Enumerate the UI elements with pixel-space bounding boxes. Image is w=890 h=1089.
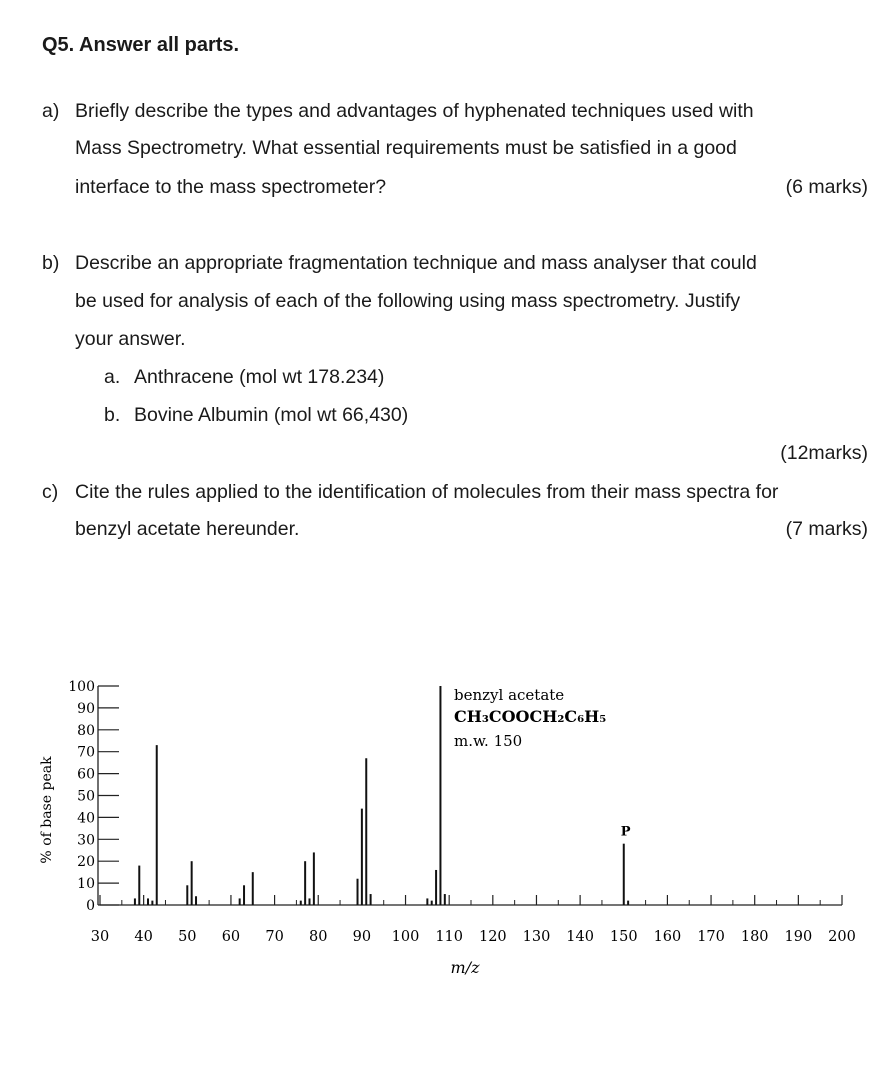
y-tick-label: 80 [77, 722, 95, 739]
part-b-item-a-text: Anthracene (mol wt 178.234) [134, 366, 385, 388]
x-tick-label: 170 [697, 929, 725, 945]
part-b-line-1: Describe an appropriate fragmentation technique and mass analyser that could [75, 252, 757, 274]
y-axis [68, 679, 119, 914]
parent-peak-label: P [620, 824, 631, 840]
y-tick-label: 50 [77, 788, 95, 805]
x-tick-label: 40 [134, 929, 153, 945]
x-tick-label: 110 [435, 929, 464, 945]
part-b-line-2: be used for analysis of each of the following using mass spectrometry. Justify [75, 290, 741, 312]
chart-title-line-3: m.w. 150 [454, 732, 523, 750]
part-a-line-3: interface to the mass spectrometer? [75, 176, 387, 198]
x-tick-label: 140 [566, 929, 594, 945]
chart-title-line-1: benzyl acetate [454, 686, 565, 704]
x-tick-label: 90 [352, 929, 372, 945]
part-c-marks: (7 marks) [785, 518, 868, 540]
x-tick-label: 100 [391, 929, 420, 945]
part-b-marks: (12marks) [780, 442, 868, 464]
y-tick-label: 30 [77, 832, 95, 849]
part-a-marks: (6 marks) [785, 176, 868, 198]
y-tick-label: 90 [77, 700, 95, 717]
x-axis [91, 895, 856, 945]
x-tick-label: 130 [522, 929, 551, 945]
y-axis-label: % of base peak [39, 756, 55, 864]
part-c-line-2: benzyl acetate hereunder. [75, 518, 300, 540]
x-tick-label: 200 [828, 929, 856, 945]
part-b-line-3: your answer. [75, 328, 186, 350]
x-tick-label: 160 [653, 929, 682, 945]
part-c-letter: c) [42, 481, 59, 503]
part-b-item-b-text: Bovine Albumin (mol wt 66,430) [134, 404, 409, 426]
mass-spectrum-chart [0, 660, 890, 990]
x-tick-label: 190 [784, 929, 813, 945]
x-tick-label: 150 [609, 929, 638, 945]
part-b-item-b-label: b. [104, 404, 121, 426]
x-tick-label: 50 [178, 929, 197, 945]
y-tick-label: 10 [77, 876, 95, 893]
x-tick-label: 60 [221, 929, 241, 945]
x-tick-label: 30 [90, 929, 110, 945]
part-b-item-a-label: a. [104, 366, 121, 388]
x-tick-label: 180 [740, 929, 769, 945]
x-tick-label: 120 [478, 929, 507, 945]
y-tick-label: 20 [77, 854, 95, 871]
part-b-letter: b) [42, 252, 60, 274]
part-a-line-1: Briefly describe the types and advantages of hyphenated techniques used with [75, 100, 754, 122]
y-tick-label: 70 [77, 744, 95, 761]
x-tick-label: 70 [265, 929, 284, 945]
y-tick-label: 60 [77, 766, 95, 783]
x-tick-label: 80 [309, 929, 328, 945]
y-tick-label: 40 [77, 810, 95, 827]
chart-title-line-2: CH₃COOCH₂C₆H₅ [454, 707, 607, 726]
x-axis-label: m/z [450, 958, 480, 977]
part-a-letter: a) [42, 100, 60, 122]
y-tick-label: 0 [86, 898, 95, 914]
part-a-line-2: Mass Spectrometry. What essential requirements must be satisfied in a good [75, 137, 737, 159]
part-c-line-1: Cite the rules applied to the identification of molecules from their mass spectra for [75, 481, 779, 503]
y-tick-label: 100 [68, 679, 95, 695]
question-title: Q5. Answer all parts. [42, 34, 240, 56]
